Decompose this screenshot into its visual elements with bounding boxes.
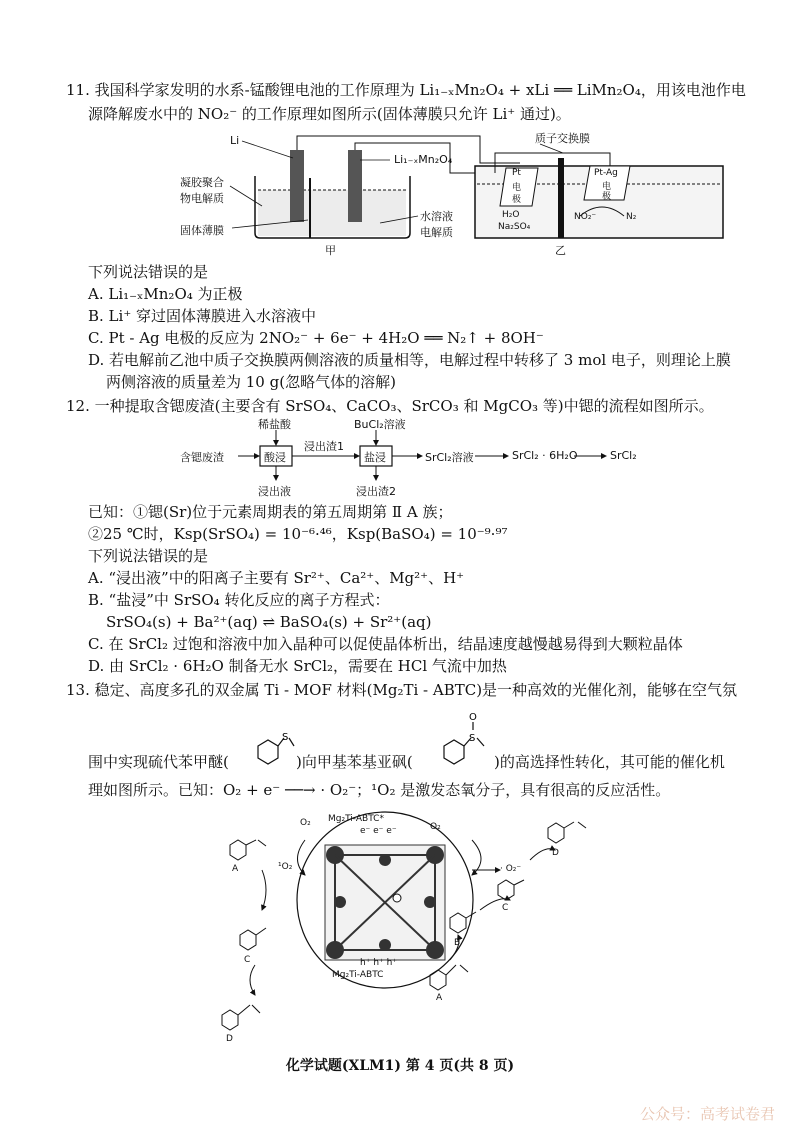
label-superoxide: · O₂⁻	[500, 864, 522, 874]
flow-acid-leach: 酸浸	[264, 451, 286, 464]
label-pt-1: Pt	[512, 168, 521, 178]
flow-salt-leach: 盐浸	[364, 451, 386, 464]
label-aqueous-1: 水溶液	[420, 210, 453, 223]
q12-option-b: B. “盐浸”中 SrSO₄ 转化反应的离子方程式：	[88, 591, 390, 609]
label-gel-2: 物电解质	[180, 192, 224, 205]
q13-stem-line2-b: )向甲基苯基亚砜(	[296, 753, 413, 771]
label-o2-left: O₂	[300, 818, 311, 828]
label-pt-2: 电	[512, 183, 522, 193]
q11-option-a: A. Li₁₋ₓMn₂O₄ 为正极	[88, 285, 243, 303]
flow-bacl2: BuCl₂溶液	[354, 418, 406, 431]
label-li: Li	[230, 134, 240, 147]
label-jia: 甲	[325, 244, 336, 257]
flow-srcl2-hydrate: SrCl₂ · 6H₂O	[512, 449, 578, 462]
label-compound-d: D	[226, 1034, 233, 1044]
q11-option-b: B. Li⁺ 穿过固体薄膜进入水溶液中	[88, 307, 317, 325]
label-pt-3: 极	[512, 195, 522, 205]
flow-leachate: 浸出液	[258, 485, 291, 498]
q11-cell-figure	[150, 128, 750, 258]
label-compound-c2: C	[502, 903, 509, 913]
label-ptag-3: 极	[602, 192, 612, 202]
label-yi: 乙	[555, 244, 566, 257]
q11-stem-line1: 11. 我国科学家发明的水系-锰酸锂电池的工作原理为 Li₁₋ₓMn₂O₄ + xLi ══ LiMn₂O₄，用该电池作电	[66, 81, 746, 99]
q12-flowchart	[170, 416, 690, 500]
label-limno: Li₁₋ₓMn₂O₄	[394, 153, 453, 166]
q12-option-a: A. “浸出液”中的阳离子主要有 Sr²⁺、Ca²⁺、Mg²⁺、H⁺	[88, 569, 465, 587]
q11-option-d-line1: D. 若电解前乙池中质子交换膜两侧溶液的质量相等，电解过程中转移了 3 mol 电子，则理论上膜	[88, 351, 731, 369]
label-mof-ground: Mg₂Ti-ABTC	[332, 970, 384, 980]
mechanism-drawing	[200, 800, 660, 1050]
q12-known-2: ②25 ℃时，Ksp(SrSO₄) = 10⁻⁶·⁴⁶，Ksp(BaSO₄) = 10⁻⁹·⁹⁷	[88, 525, 508, 543]
q12-prompt: 下列说法错误的是	[88, 547, 209, 565]
svg-text:O: O	[469, 712, 477, 723]
label-compound-c: C	[244, 955, 251, 965]
svg-text:S: S	[282, 732, 289, 743]
q12-option-d: D. 由 SrCl₂ · 6H₂O 制备无水 SrCl₂，需要在 HCl 气流中加热	[88, 657, 507, 675]
svg-text:S: S	[469, 733, 476, 744]
label-na2so4: Na₂SO₄	[498, 222, 531, 232]
q12-option-b-equation: SrSO₄(s) + Ba²⁺(aq) ⇌ BaSO₄(s) + Sr²⁺(aq)	[106, 613, 432, 631]
label-compound-b: B	[454, 938, 461, 948]
label-compound-a2: A	[436, 993, 443, 1003]
label-ptag-1: Pt-Ag	[594, 168, 618, 178]
flow-srcl2: SrCl₂	[610, 449, 637, 462]
q12-stem: 12. 一种提取含锶废渣(主要含有 SrSO₄、CaCO₃、SrCO₃ 和 MgCO₃ 等)中锶的流程如图所示。	[66, 397, 714, 415]
q11-prompt: 下列说法错误的是	[88, 263, 209, 281]
page-footer: 化学试题(XLM1) 第 4 页(共 8 页)	[285, 1058, 515, 1074]
thioanisole-structure	[246, 728, 296, 772]
q11-option-c: C. Pt - Ag 电极的反应为 2NO₂⁻ + 6e⁻ + 4H₂O ══ N₂↑ + 8OH⁻	[88, 329, 544, 347]
q13-mechanism-figure	[200, 800, 660, 1050]
q13-stem-line2-a: 围中实现硫代苯甲醚(	[88, 753, 229, 771]
label-pem: 质子交换膜	[535, 132, 590, 145]
q11-stem-line2: 源降解废水中的 NO₂⁻ 的工作原理如图所示(固体薄膜只允许 Li⁺ 通过)。	[88, 105, 571, 123]
q11-option-d-line2: 两侧溶液的质量差为 10 g(忽略气体的溶解)	[106, 373, 396, 391]
label-singlet-oxygen: ¹O₂	[278, 862, 293, 872]
flow-dilute-hcl: 稀盐酸	[258, 418, 291, 431]
flow-residue-1: 浸出渣1	[304, 440, 344, 453]
label-compound-d2: D	[552, 848, 559, 858]
q13-stem-line3: 理如图所示。已知：O₂ + e⁻ ──→ · O₂⁻；¹O₂ 是激发态氧分子，具有很高的反应活性。	[88, 781, 671, 799]
label-h2o: H₂O	[502, 210, 520, 220]
label-gel-1: 凝胶聚合	[180, 176, 224, 189]
q12-known-1: 已知：①锶(Sr)位于元素周期表的第五周期第 Ⅱ A 族；	[88, 503, 453, 521]
label-film: 固体薄膜	[180, 224, 224, 237]
label-electrons: e⁻ e⁻ e⁻	[360, 826, 397, 836]
flow-srcl2-solution: SrCl₂溶液	[425, 451, 474, 464]
label-holes: h⁺ h⁺ h⁺	[360, 958, 398, 968]
label-o2-right: O₂	[430, 822, 441, 832]
label-no2: NO₂⁻	[574, 212, 597, 222]
label-n2: N₂	[626, 212, 637, 222]
q12-option-c: C. 在 SrCl₂ 过饱和溶液中加入晶种可以促使晶体析出，结晶速度越慢越易得到大颗粒晶体	[88, 635, 683, 653]
flow-residue-2: 浸出渣2	[356, 485, 396, 498]
flow-start: 含锶废渣	[180, 451, 224, 464]
q13-stem-line2-c: )的高选择性转化，其可能的催化机	[494, 753, 725, 771]
label-ptag-2: 电	[602, 182, 612, 192]
label-compound-a: A	[232, 864, 239, 874]
q13-stem-line1: 13. 稳定、高度多孔的双金属 Ti - MOF 材料(Mg₂Ti - ABTC)是一种高效的光催化剂，能够在空气氛	[66, 681, 738, 699]
sulfoxide-structure	[434, 708, 490, 772]
watermark: 公众号：高考试卷君	[640, 1105, 776, 1123]
label-aqueous-2: 电解质	[420, 226, 453, 239]
label-mof-excited: Mg₂Ti-ABTC*	[328, 814, 384, 824]
